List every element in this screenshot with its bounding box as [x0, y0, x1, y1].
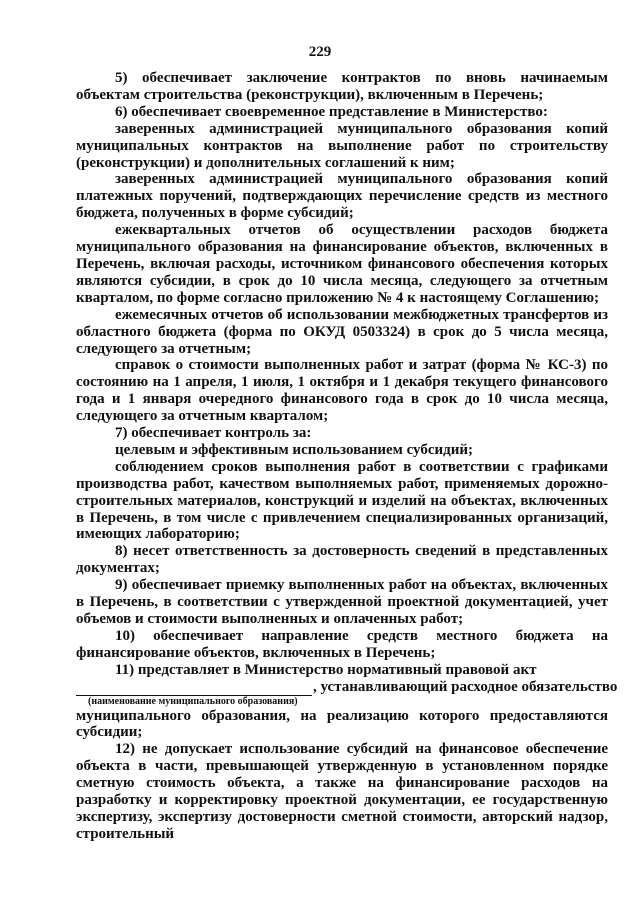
- paragraph-payment-orders: заверенных администрацией муниципального образования копий платежных поручений, подтверждающих перечисление средств из местного бюджета, полученных в форме субсидий;: [76, 171, 608, 222]
- paragraph-item-7: 7) обеспечивает контроль за:: [115, 425, 312, 442]
- paragraph-item-9: 9) обеспечивает приемку выполненных работ на объектах, включенных в Перечень, в соответствии с утвержденной проектной документацией, учет объемов и стоимости выполненных и оплаченных работ;: [76, 577, 608, 627]
- paragraph-item-11-continued: муниципального образования, на реализацию которого предоставляются субсидии;: [76, 707, 608, 741]
- paragraph-quarterly-reports: ежеквартальных отчетов об осуществлении расходов бюджета муниципального образования на финансирование объектов, включенных в Перечень, включая расходы, источником финансового обеспечения которых являются субсидии, в срок до 10 числа месяца, следующего за отчетным кварталом, по форме согласно приложению № 4 к настоящему Соглашению;: [76, 222, 608, 306]
- signature-row-text: , устанавливающий расходное обязательство: [313, 678, 618, 695]
- signature-row: [76, 678, 618, 696]
- paragraph-ks3-certificates: справок о стоимости выполненных работ и затрат (форма № КС-3) по состоянию на 1 апреля, 1 июля, 1 октября и 1 декабря текущего финансового года и 1 января очередного финансового года в срок до 10 числа месяца, следующего за отчетным кварталом;: [76, 357, 608, 425]
- paragraph-contract-copies: заверенных администрацией муниципального образования копий муниципальных контрактов на выполнение работ по строительству (реконструкции) и дополнительных соглашений к ним;: [76, 120, 608, 171]
- paragraph-item-12: 12) не допускает использование субсидий на финансовое обеспечение объекта в части, превышающей утвержденную в установленном порядке сметную стоимость объекта, а также на финансирование расходов на разработку и корректировку проектной документации, ее государственную экспертизу, экспертизу достоверности сметной стоимости, авторский надзор, строительный: [76, 741, 608, 842]
- page-number: 229: [308, 44, 332, 60]
- document-body: [76, 70, 618, 843]
- paragraph-item-11: 11) представляет в Министерство нормативный правовой акт: [115, 661, 537, 678]
- paragraph-deadline-compliance: соблюдением сроков выполнения работ в соответствии с графиками производства работ, качеством выполняемых работ, применяемых дорожно-строительных материалов, конструкций и изделий на объектах, включенных в Перечень, в том числе с привлечением специализированных организаций, имеющих лабораторию;: [76, 458, 608, 543]
- paragraph-targeted-use: целевым и эффективным использованием субсидий;: [115, 441, 474, 458]
- blank-fill-line: [76, 682, 312, 696]
- paragraph-item-10: 10) обеспечивает направление средств местного бюджета на финансирование объектов, включенных в Перечень;: [76, 627, 608, 661]
- paragraph-item-6: 6) обеспечивает своевременное представление в Министерство:: [115, 103, 548, 120]
- paragraph-monthly-reports: ежемесячных отчетов об использовании межбюджетных трансфертов из областного бюджета (форма по ОКУД 0503324) в срок до 5 числа месяца, следующего за отчетным;: [76, 306, 608, 357]
- paragraph-item-5: 5) обеспечивает заключение контрактов по вновь начинаемым объектам строительства (реконструкции), включенным в Перечень;: [76, 70, 608, 103]
- paragraph-item-8: 8) несет ответственность за достоверность сведений в представленных документах;: [76, 543, 608, 577]
- blank-caption: (наименование муниципального образования): [88, 695, 298, 707]
